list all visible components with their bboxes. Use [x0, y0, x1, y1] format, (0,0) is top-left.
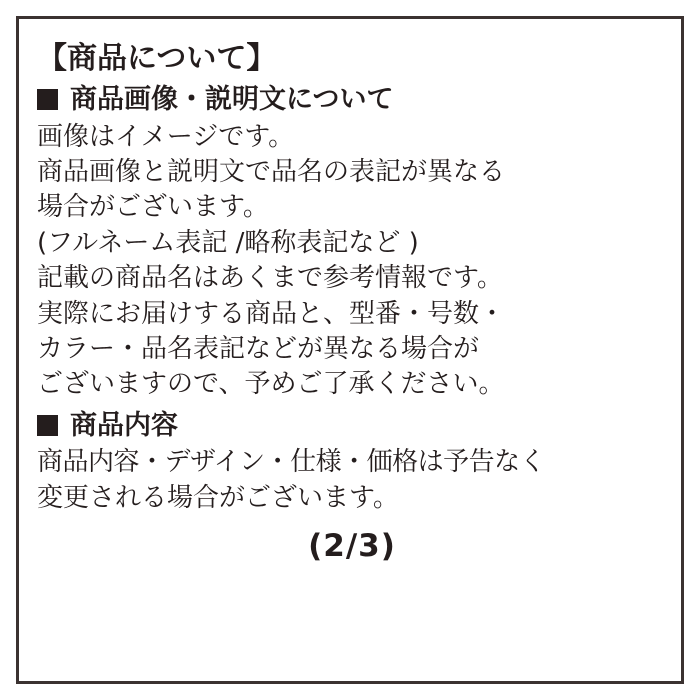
- page-border: [16, 16, 684, 684]
- body-line: 商品内容・デザイン・仕様・価格は予告なく: [37, 447, 546, 478]
- section-heading-label: 商品内容: [70, 409, 178, 441]
- body-line: 場合がございます。: [37, 192, 269, 223]
- section-heading-row: [37, 83, 667, 117]
- page-title: 【商品について】: [37, 41, 277, 76]
- square-bullet-icon: [37, 89, 58, 110]
- body-line: 商品画像と説明文で品名の表記が異なる: [37, 157, 506, 188]
- body-line: 記載の商品名はあくまで参考情報です。: [37, 263, 503, 294]
- body-line: 変更される場合がございます。: [37, 482, 399, 513]
- body-line: 画像はイメージです。: [37, 121, 295, 152]
- section-heading-row: [37, 409, 667, 443]
- square-bullet-icon: [37, 415, 58, 436]
- body-line: (フルネーム表記 /略称表記など ): [37, 227, 419, 258]
- body-line: ございますので、予めご了承ください。: [37, 369, 505, 400]
- section-product-contents: [37, 409, 667, 516]
- document-content: [19, 19, 681, 681]
- section-heading-label: 商品画像・説明文について: [70, 84, 394, 115]
- body-line: 実際にお届けする商品と、型番・号数・: [37, 298, 506, 329]
- section-product-images: [37, 83, 667, 403]
- body-line: カラー・品名表記などが異なる場合が: [37, 333, 480, 364]
- page-indicator: (2/3): [308, 528, 396, 565]
